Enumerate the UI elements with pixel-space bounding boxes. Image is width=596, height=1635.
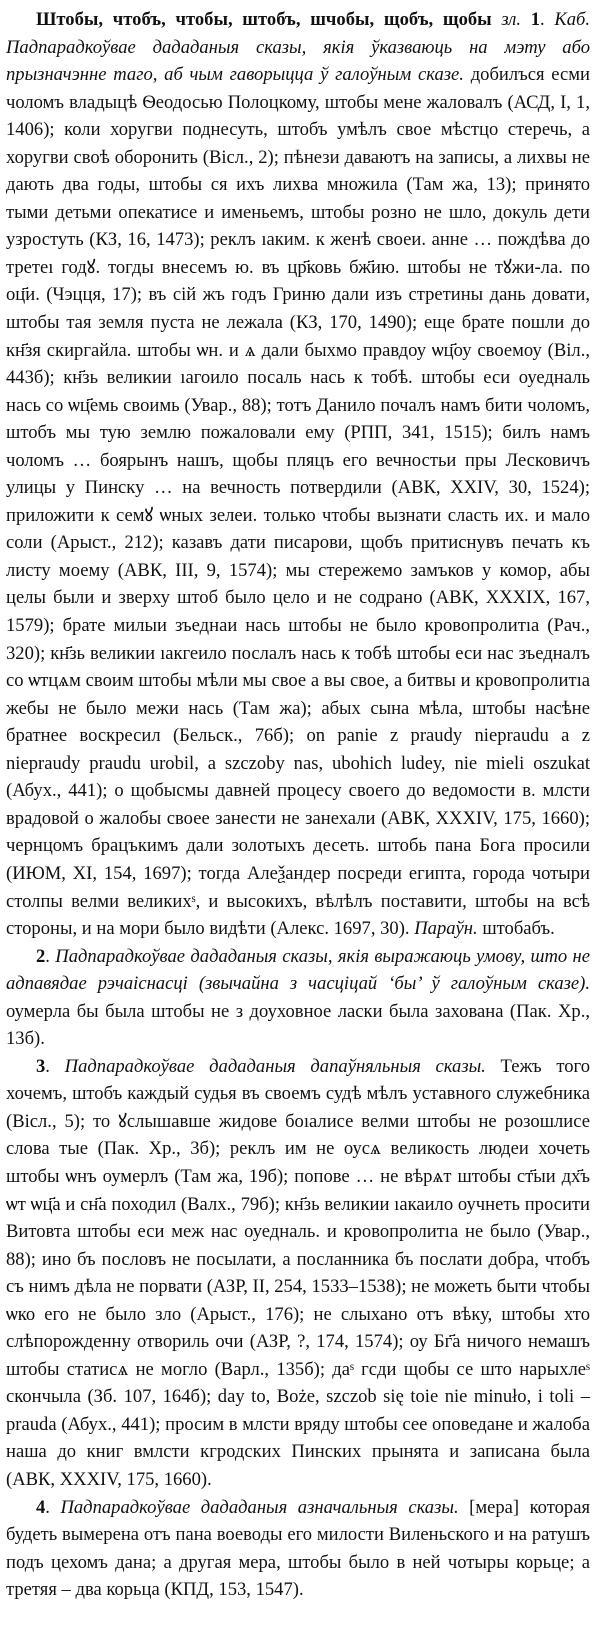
- entry-headword: Штобы, чтобъ, чтобы, штобъ, шчобы, щобъ, щобы: [36, 9, 492, 30]
- section-examples-2: оумерла бы была штобы не з доуховное ласки была захована (Пак. Хр., 13б).: [6, 1000, 590, 1050]
- entry-section-3: 3. Падпарадкоўвае дададаныя дапаўняльныя сказы. Тежъ того хочемъ, штобъ каждый судья въ своемъ судѣ мѣлъ уставного служебника (Вісл., 5); то ꙋслышавше жидове боıалисе велми штобы не розошлисе слова тые (Пак. Хр., 3б); реклъ им не оусѧ великость людеи хочеть штобы ѡнъ оумерлъ (Там жа, 19б); попове … не вѣрѧт штобы ст҃ыи дх҃ъ ѡт ѡц҃а и сн҃а походил (Валх., 79б); кн҃зь великии ıакаило оучнеть просити Витовта штобы еси меж нас оуедналь. и кровопролитıа не было (Увар., 88); ино бъ пословъ не посылати, а посланника бъ послати добра, чтобъ съ нимъ дѣла не порвати (АЗР, II, 254, 1533–1538); не можеть быти чтобы ѡко его не было зло (Арыст., 176); не слыхано отъ вѣку, штобы хто слѣпорожденну отвориль очи (АЗР, ?, 174, 1574); оу Бг҃а ничого немашъ штобы статисѧ не могло (Варл., 135б); даˢ гсди щобы се што нарыхлеˢ скончыла (Зб. 107, 164б); day to, Boże, szczob się toie nie minuło, i toli – prauda (Абух., 441); просим в млсти вряду штобы сее оповедане и жалоба наша до книг вмлсти кгродских Пинских прынята и записана была (АВК, XXXIV, 175, 1660).: [6, 1055, 591, 1490]
- section-definition-2: Падпарадкоўвае дададаныя сказы, якія выражаюць умову, што не адпавядае рэчаіснасці (звычайна з часціцай ‘бы’ ў галоўным сказе).: [6, 945, 591, 995]
- part-of-speech: зл.: [501, 9, 521, 30]
- entry-section-4: 4. Падпарадкоўвае дададаныя азначальныя сказы. [мера] которая будеть вымерена отъ пана воеводы его милости Виленьского и на ратушъ подъ цехомъ дана; а другая мера, штобы было в ней чотыры корьце; а третяя – два корьца (КПД, 153, 1547).: [6, 1496, 591, 1601]
- derivative-word: штобабъ.: [482, 918, 555, 940]
- section-definition-3: Падпарадкоўвае дададаныя дапаўняльныя сказы.: [64, 1055, 486, 1077]
- section-definition-4: Падпарадкоўвае дададаныя азначальныя сказы.: [60, 1496, 459, 1518]
- section-examples-4: [мера] которая будеть вымерена отъ пана воеводы его милости Виленьского и на ратушъ подъ цехомъ дана; а другая мера, штобы было в ней чотыры корьце; а третяя – два корьца (КПД, 153, 1547).: [6, 1496, 591, 1601]
- section-number-4: 4: [36, 1496, 46, 1518]
- section-number-2: 2: [36, 945, 46, 967]
- entry-section-1: Штобы, чтобъ, чтобы, штобъ, шчобы, щобъ, щобы зл. 1. Каб. Падпарадкоўвае дададаныя сказы, якія ўказваюць на мэту або прызначэнне таго, аб чым гаворыцца ў галоўным сказе. добилъся есми чоломъ владыцѣ Ѳеодосью Полоцкому, штобы мене жаловалъ (АСД, I, 1, 1406); коли хоругви поднесуть, штобъ умѣлъ свое мѣстцо стеречь, а хоругви своѣ оборонить (Вісл., 2); пѣнези даваютъ на записы, а лихвы не дають два годы, штобы ся ихъ лихва множила (Там жа, 13); принято тыми детьми опекатисе и именьемъ, штобы розно не шло, докуль дети узростуть (КЗ, 16, 1473); реклъ ıаким. к женѣ своеи. анне … пождѣва до третеı годꙋ. тогды внесемъ ю. въ цр҃ковь бж҃ию. штобы не тꙋжи-ла. по оц҃и. (Чэцця, 17); въ сій жъ годъ Гриню дали изъ стретины дань довати, штобы тая земля пуста не лежала (КЗ, 170, 1490); еще брате пошли до кн҃зя скиргайла. штобы ѡн. и ѧ дали быхмо правдоу ѡц҃оу своемоу (Віл., 443б); кн҃зь великии ıагоило посаль нась к тобѣ. штобы еси оуедналь нась со ѡц҃емь своимь (Увар., 88); тотъ Данило почалъ намъ бити чоломъ, штобъ мы тую землю пожаловали ему (РПП, 341, 1515); билъ намъ чоломъ … боярынъ нашъ, щобы пляцъ его вечностьи пры Лесковичъ улицы у Пинску … на вечность потвердили (АВК, XXIV, 30, 1524); приложити к семꙋ ѡных зелеи. только чтобы вызнати сласть их. и мало соли (Арыст., 212); казавъ дати писарови, щобъ притиснувъ печать къ листу моему (АВК, III, 9, 1574); мы стережемо замъков у комор, абы целы были и зверху штоб было цело и не содрано (АВК, XXXIX, 167, 1579); брате милыи зъеднаи нась штобы не было кровопролитıа (Рач., 320); кн҃зь великии ıакгеило послалъ нась к тобѣ штобы еси нас зъедналъ со ѡтцѧм своим штобы мѣли мы свое а вы свое, а битвы и кровопролитıа жебы не было межи нась (Там жа); абых сына мѣла, штобы насѣне братнее воскресил (Бельск., 76б); on panie z praudy niepraudu a z niepraudy praudu urobil, a szczoby nas, ubohich ludey, nie mieli oszukat (Абух., 441); о щобысмы давней процесу своего до ведомости в. млсти врадовой о жалобы своее занести не занехали (АВК, XXXIV, 175, 1660); чернцомъ брацъкимъ дали золотыхъ десеть. штобь пана Бога просили (ИЮМ, XI, 154, 1697); тогда Алеѯандер посреди египта, города чотыри столпы велми великихˢ, и высокихъ, вѣлѣлъ поставити, штобы на всѣ стороны, и на мори было видѣти (Алекс. 1697, 30). Параўн. штобабъ.: [6, 9, 591, 940]
- section-number-3: 3: [36, 1055, 46, 1077]
- section-number-1: 1: [530, 9, 540, 30]
- section-examples-1: добилъся есми чоломъ владыцѣ Ѳеодосью Полоцкому, штобы мене жаловалъ (АСД, I, 1, 1406); коли хоругви поднесуть, штобъ умѣлъ свое мѣстцо стеречь, а хоругви своѣ оборонить (Вісл., 2); пѣнези даваютъ на записы, а лихвы не дають два годы, штобы ся ихъ лихва множила (Там жа, 13); принято тыми детьми опекатисе и именьемъ, штобы розно не шло, докуль дети узростуть (КЗ, 16, 1473); реклъ ıаким. к женѣ своеи. анне … пождѣва до третеı годꙋ. тогды внесемъ ю. въ цр҃ковь бж҃ию. штобы не тꙋжи-ла. по оц҃и. (Чэцця, 17); въ сій жъ годъ Гриню дали изъ стретины дань довати, штобы тая земля пуста не лежала (КЗ, 170, 1490); еще брате пошли до кн҃зя скиргайла. штобы ѡн. и ѧ дали быхмо правдоу ѡц҃оу своемоу (Віл., 443б); кн҃зь великии ıагоило посаль нась к тобѣ. штобы еси оуедналь нась со ѡц҃емь своимь (Увар., 88); тотъ Данило почалъ намъ бити чоломъ, штобъ мы тую землю пожаловали ему (РПП, 341, 1515); билъ намъ чоломъ … боярынъ нашъ, щобы пляцъ его вечностьи пры Лесковичъ улицы у Пинску … на вечность потвердили (АВК, XXIV, 30, 1524); приложити к семꙋ ѡных зелеи. только чтобы вызнати сласть их. и мало соли (Арыст., 212); казавъ дати писарови, щобъ притиснувъ печать къ листу моему (АВК, III, 9, 1574); мы стережемо замъков у комор, абы целы были и зверху штоб было цело и не содрано (АВК, XXXIX, 167, 1579); брате милыи зъеднаи нась штобы не было кровопролитıа (Рач., 320); кн҃зь великии ıакгеило послалъ нась к тобѣ штобы еси нас зъедналъ со ѡтцѧм своим штобы мѣли мы свое а вы свое, а битвы и кровопролитıа жебы не было межи нась (Там жа); абых сына мѣла, штобы насѣне братнее воскресил (Бельск., 76б); on panie z praudy niepraudu a z niepraudy praudu urobil, a szczoby nas, ubohich ludey, nie mieli oszukat (Абух., 441); о щобысмы давней процесу своего до ведомости в. млсти врадовой о жалобы своее занести не занехали (АВК, XXXIV, 175, 1660); чернцомъ брацъкимъ дали золотыхъ десеть. штобь пана Бога просили (ИЮМ, XI, 154, 1697); тогда Алеѯандер посреди египта, города чотыри столпы велми великихˢ, и высокихъ, вѣлѣлъ поставити, штобы на всѣ стороны, и на мори было видѣти (Алекс. 1697, 30).: [6, 64, 590, 940]
- derivative-label: Параўн.: [414, 918, 478, 940]
- section-examples-3: Тежъ того хочемъ, штобъ каждый судья въ своемъ судѣ мѣлъ уставного служебника (Вісл., 5); то ꙋслышавше жидове боıалисе велми штобы не розошлисе слова тые (Пак. Хр., 3б); реклъ им не оусѧ великость людеи хочеть штобы ѡнъ оумерлъ (Там жа, 19б); попове … не вѣрѧт штобы ст҃ыи дх҃ъ ѡт ѡц҃а и сн҃а походил (Валх., 79б); кн҃зь великии ıакаило оучнеть просити Витовта штобы еси меж нас оуедналь. и кровопролитıа не было (Увар., 88); ино бъ пословъ не посылати, а посланника бъ послати добра, чтобъ съ нимъ дѣла не порвати (АЗР, II, 254, 1533–1538); не можеть быти чтобы ѡко его не было зло (Арыст., 176); не слыхано отъ вѣку, штобы хто слѣпорожденну отвориль очи (АЗР, ?, 174, 1574); оу Бг҃а ничого немашъ штобы статисѧ не могло (Варл., 135б); даˢ гсди щобы се што нарыхлеˢ скончыла (Зб. 107, 164б); day to, Boże, szczob się toie nie minuło, i toli – prauda (Абух., 441); просим в млсти вряду штобы сее оповедане и жалоба наша до книг вмлсти кгродских Пинских прынята и записана была (АВК, XXXIV, 175, 1660).: [6, 1055, 591, 1490]
- entry-section-2: 2. Падпарадкоўвае дададаныя сказы, якія выражаюць умову, што не адпавядае рэчаіснасці (звычайна з часціцай ‘бы’ ў галоўным сказе). оумерла бы была штобы не з доуховное ласки была захована (Пак. Хр., 13б).: [6, 945, 591, 1050]
- section-definition-1: Каб. Падпарадкоўвае дададаныя сказы, якія ўказваюць на мэту або прызначэнне таго, аб чым гаворыцца ў галоўным сказе.: [6, 9, 591, 86]
- dictionary-entry: [6, 6, 590, 1604]
